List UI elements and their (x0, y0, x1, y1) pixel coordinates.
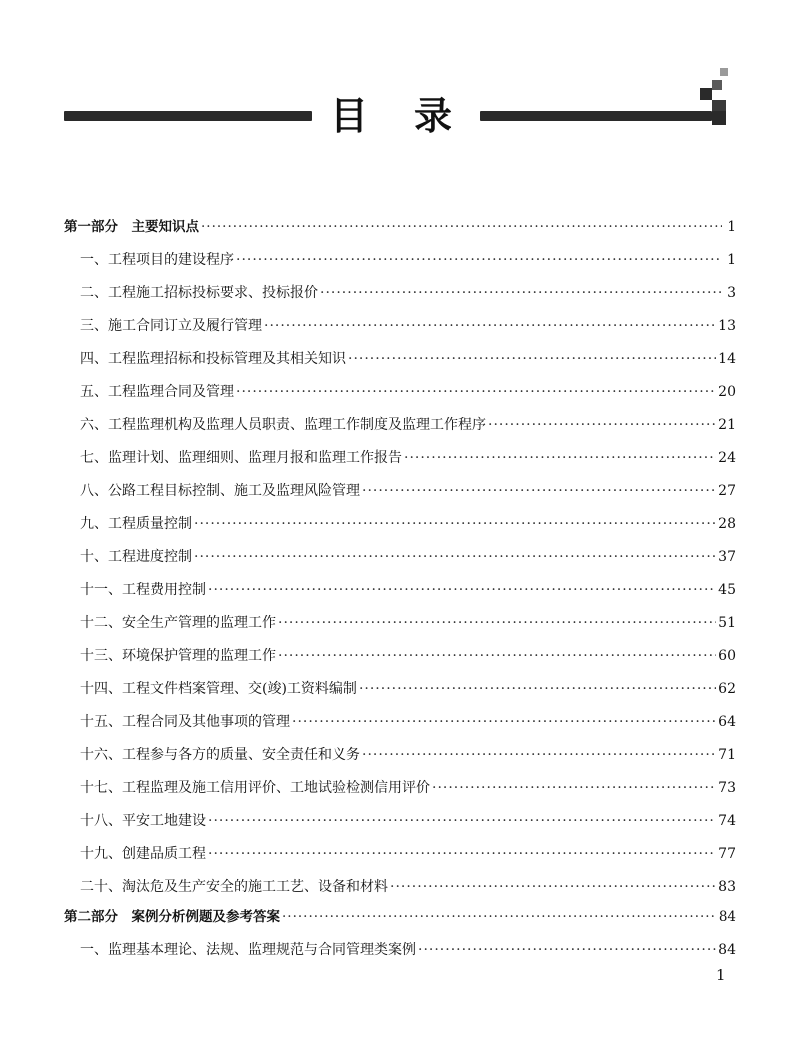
decor-square (700, 88, 712, 100)
toc-section-entry[interactable] (80, 414, 736, 436)
toc-entry-label: 十、工程进度控制 (80, 549, 192, 565)
toc-leader-dots (278, 645, 716, 667)
toc-entry-page: 37 (718, 549, 736, 565)
toc-section-entry[interactable] (80, 645, 736, 667)
toc-leader-dots (362, 744, 716, 766)
toc-section-entry[interactable] (80, 579, 736, 601)
toc-leader-dots (208, 810, 716, 832)
toc-entry-page: 21 (718, 417, 736, 433)
toc-entry-page: 74 (718, 813, 736, 829)
toc-entry-page: 62 (718, 681, 736, 697)
toc-entry-label: 二十、淘汰危及生产安全的施工工艺、设备和材料 (80, 879, 388, 895)
toc-leader-dots (201, 216, 722, 238)
toc-leader-dots (208, 843, 716, 865)
toc-entry-label: 四、工程监理招标和投标管理及其相关知识 (80, 351, 346, 367)
toc-leader-dots (282, 906, 717, 928)
toc-entry-page: 3 (727, 285, 736, 301)
decor-square (720, 68, 728, 76)
title-bar-left (64, 111, 312, 121)
toc-leader-dots (362, 480, 716, 502)
toc-entry-label: 七、监理计划、监理细则、监理月报和监理工作报告 (80, 450, 402, 466)
toc-leader-dots (236, 249, 722, 271)
toc-entry-page: 13 (718, 318, 736, 334)
toc-entry-label: 十四、工程文件档案管理、交(竣)工资料编制 (80, 681, 357, 697)
toc-entry-label: 八、公路工程目标控制、施工及监理风险管理 (80, 483, 360, 499)
toc-entry-label: 一、监理基本理论、法规、监理规范与合同管理类案例 (80, 942, 416, 958)
toc-entry-label: 十三、环境保护管理的监理工作 (80, 648, 276, 664)
toc-leader-dots (292, 711, 716, 733)
toc-entry-page: 20 (718, 384, 736, 400)
toc-entry-page: 77 (718, 846, 736, 862)
toc-section-entry[interactable] (80, 447, 736, 469)
toc-leader-dots (359, 678, 716, 700)
toc-entry-label: 二、工程施工招标投标要求、投标报价 (80, 285, 318, 301)
toc-entry-label: 三、施工合同订立及履行管理 (80, 318, 262, 334)
toc-part-entry[interactable] (64, 216, 736, 238)
toc-entry-page: 27 (718, 483, 736, 499)
toc-entry-label: 五、工程监理合同及管理 (80, 384, 234, 400)
toc-section-entry[interactable] (80, 744, 736, 766)
toc-section-entry[interactable] (80, 939, 736, 961)
toc-section-entry[interactable] (80, 612, 736, 634)
decor-square (712, 111, 726, 125)
toc-leader-dots (236, 381, 716, 403)
toc-leader-dots (208, 579, 716, 601)
toc-entry-page: 24 (718, 450, 736, 466)
title-char-1: 目 (330, 94, 369, 138)
toc-entry-page: 64 (718, 714, 736, 730)
toc-entry-page: 14 (718, 351, 736, 367)
toc-section-entry[interactable] (80, 546, 736, 568)
toc-section-entry[interactable] (80, 843, 736, 865)
toc-entry-label: 十五、工程合同及其他事项的管理 (80, 714, 290, 730)
toc-section-entry[interactable] (80, 513, 736, 535)
toc-section-entry[interactable] (80, 315, 736, 337)
toc-leader-dots (432, 777, 716, 799)
toc-leader-dots (320, 282, 722, 304)
toc-part-entry[interactable] (64, 906, 736, 928)
toc-entry-label: 第一部分 主要知识点 (64, 219, 199, 235)
toc-leader-dots (404, 447, 716, 469)
toc-leader-dots (348, 348, 716, 370)
toc-leader-dots (390, 876, 716, 898)
toc-section-entry[interactable] (80, 282, 736, 304)
toc-section-entry[interactable] (80, 876, 736, 898)
toc-entry-page: 45 (718, 582, 736, 598)
toc-section-entry[interactable] (80, 711, 736, 733)
toc-entry-page: 73 (718, 780, 736, 796)
toc-entry-page: 51 (718, 615, 736, 631)
toc-entry-page: 1 (727, 219, 736, 235)
page-number: 1 (716, 966, 726, 984)
toc-section-entry[interactable] (80, 480, 736, 502)
toc-entry-label: 十七、工程监理及施工信用评价、工地试验检测信用评价 (80, 780, 430, 796)
toc-section-entry[interactable] (80, 810, 736, 832)
toc-section-entry[interactable] (80, 678, 736, 700)
toc-entry-label: 十八、平安工地建设 (80, 813, 206, 829)
toc-entry-label: 十九、创建品质工程 (80, 846, 206, 862)
toc-entry-label: 六、工程监理机构及监理人员职责、监理工作制度及监理工作程序 (80, 417, 486, 433)
toc-entry-label: 九、工程质量控制 (80, 516, 192, 532)
toc-leader-dots (194, 546, 716, 568)
toc-entry-label: 十六、工程参与各方的质量、安全责任和义务 (80, 747, 360, 763)
toc-entry-page: 71 (718, 747, 736, 763)
toc-leader-dots (278, 612, 716, 634)
toc-entry-label: 第二部分 案例分析例题及参考答案 (64, 909, 280, 925)
toc-entry-label: 一、工程项目的建设程序 (80, 252, 234, 268)
toc-leader-dots (418, 939, 716, 961)
toc-entry-page: 60 (718, 648, 736, 664)
toc-entry-page: 28 (718, 516, 736, 532)
toc-entry-page: 84 (718, 942, 736, 958)
decor-square (712, 80, 722, 90)
toc-leader-dots (488, 414, 716, 436)
toc-entry-page: 84 (718, 909, 736, 925)
toc-section-entry[interactable] (80, 249, 736, 271)
toc-section-entry[interactable] (80, 381, 736, 403)
title-bar-right (480, 111, 712, 121)
toc-entry-page: 83 (718, 879, 736, 895)
toc-leader-dots (264, 315, 716, 337)
toc-entry-label: 十二、安全生产管理的监理工作 (80, 615, 276, 631)
toc-section-entry[interactable] (80, 348, 736, 370)
toc-entry-label: 十一、工程费用控制 (80, 582, 206, 598)
toc-section-entry[interactable] (80, 777, 736, 799)
toc-entry-page: 1 (727, 252, 736, 268)
toc-leader-dots (194, 513, 716, 535)
title-char-2: 录 (414, 94, 453, 138)
